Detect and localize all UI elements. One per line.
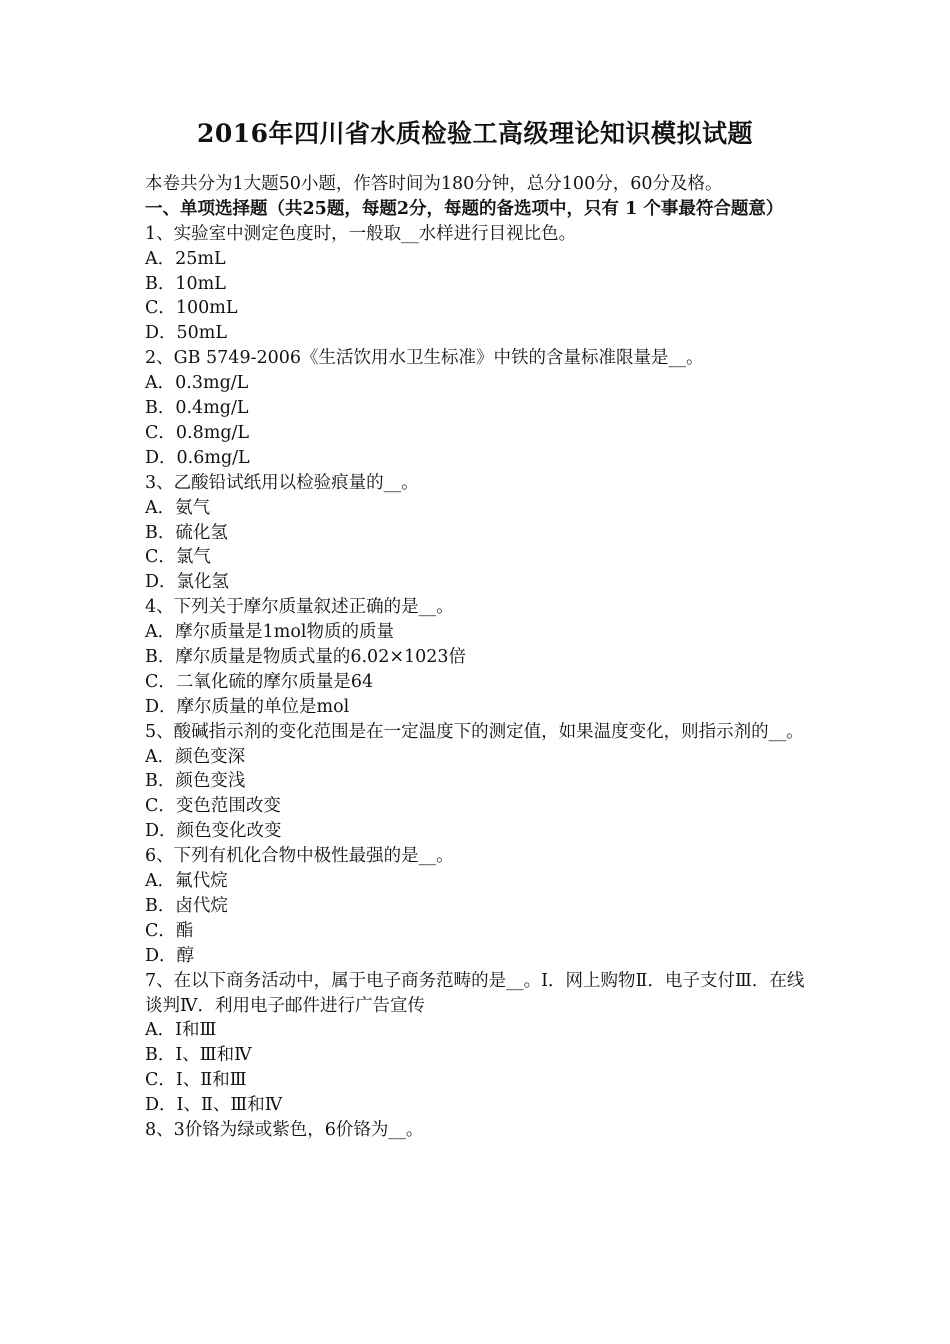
question-stem: 1、实验室中测定色度时，一般取__水样进行目视比色。	[145, 223, 577, 244]
question-stem: 4、下列关于摩尔质量叙述正确的是__。	[145, 597, 454, 618]
question-list	[145, 222, 810, 1143]
answer-option: B．0.4mg/L	[145, 398, 249, 419]
question-item	[145, 720, 810, 844]
question-item	[145, 844, 810, 968]
answer-option: B．颜色变浅	[145, 771, 246, 792]
answer-option: A．颜色变深	[145, 746, 246, 767]
answer-option: B．摩尔质量是物质式量的6.02×1023倍	[145, 647, 467, 667]
question-item	[145, 595, 810, 719]
answer-option: C．Ⅰ、Ⅱ和Ⅲ	[145, 1070, 247, 1091]
question-item	[145, 969, 810, 1118]
question-item	[145, 346, 810, 470]
question-stem: 3、乙酸铅试纸用以检验痕量的__。	[145, 472, 419, 493]
answer-option: D．颜色变化改变	[145, 821, 282, 842]
answer-option: C．100mL	[145, 298, 238, 319]
answer-option: D．Ⅰ、Ⅱ、Ⅲ和Ⅳ	[145, 1095, 283, 1116]
answer-option: A．氟代烷	[145, 871, 228, 892]
answer-option: D．氯化氢	[145, 572, 230, 593]
answer-option: A．氨气	[145, 497, 211, 518]
answer-option: C．酯	[145, 920, 194, 941]
answer-option: B．10mL	[145, 273, 226, 294]
answer-option: C．氯气	[145, 547, 211, 568]
question-stem: 6、下列有机化合物中极性最强的是__。	[145, 846, 454, 867]
answer-option: B．硫化氢	[145, 522, 228, 543]
question-stem: 7、在以下商务活动中，属于电子商务范畴的是__。Ⅰ．网上购物Ⅱ．电子支付Ⅲ．在线谈判Ⅳ．利用电子邮件进行广告宣传	[145, 970, 805, 1016]
answer-option: D．0.6mg/L	[145, 447, 250, 468]
question-item	[145, 222, 810, 346]
section-heading: 一、单项选择题（共25题，每题2分，每题的备选项中，只有 1 个事最符合题意）	[145, 198, 784, 219]
answer-option: A．摩尔质量是1mol物质的质量	[145, 622, 394, 643]
question-stem: 8、3价铬为绿或紫色，6价铬为__。	[145, 1119, 424, 1140]
page-title: 2016年四川省水质检验工高级理论知识模拟试题	[196, 119, 754, 148]
answer-option: D．50mL	[145, 323, 228, 344]
question-stem: 2、GB 5749-2006《生活饮用水卫生标准》中铁的含量标准限量是__。	[145, 348, 704, 369]
answer-option: A．0.3mg/L	[145, 373, 249, 394]
answer-option: A．25mL	[145, 248, 226, 269]
answer-option: B．卤代烷	[145, 895, 228, 916]
answer-option: B．Ⅰ、Ⅲ和Ⅳ	[145, 1045, 252, 1066]
exam-intro: 本卷共分为1大题50小题，作答时间为180分钟，总分100分，60分及格。	[145, 174, 723, 194]
answer-option: A．Ⅰ和Ⅲ	[145, 1020, 217, 1041]
answer-option: D．摩尔质量的单位是mol	[145, 696, 350, 717]
document-body	[145, 172, 810, 1143]
question-stem: 5、酸碱指示剂的变化范围是在一定温度下的测定值，如果温度变化，则指示剂的__。	[145, 721, 804, 742]
answer-option: C．二氧化硫的摩尔质量是64	[145, 671, 374, 692]
question-item	[145, 471, 810, 595]
question-item	[145, 1118, 810, 1143]
answer-option: C．0.8mg/L	[145, 422, 250, 443]
answer-option: C．变色范围改变	[145, 796, 281, 817]
answer-option: D．醇	[145, 945, 195, 966]
